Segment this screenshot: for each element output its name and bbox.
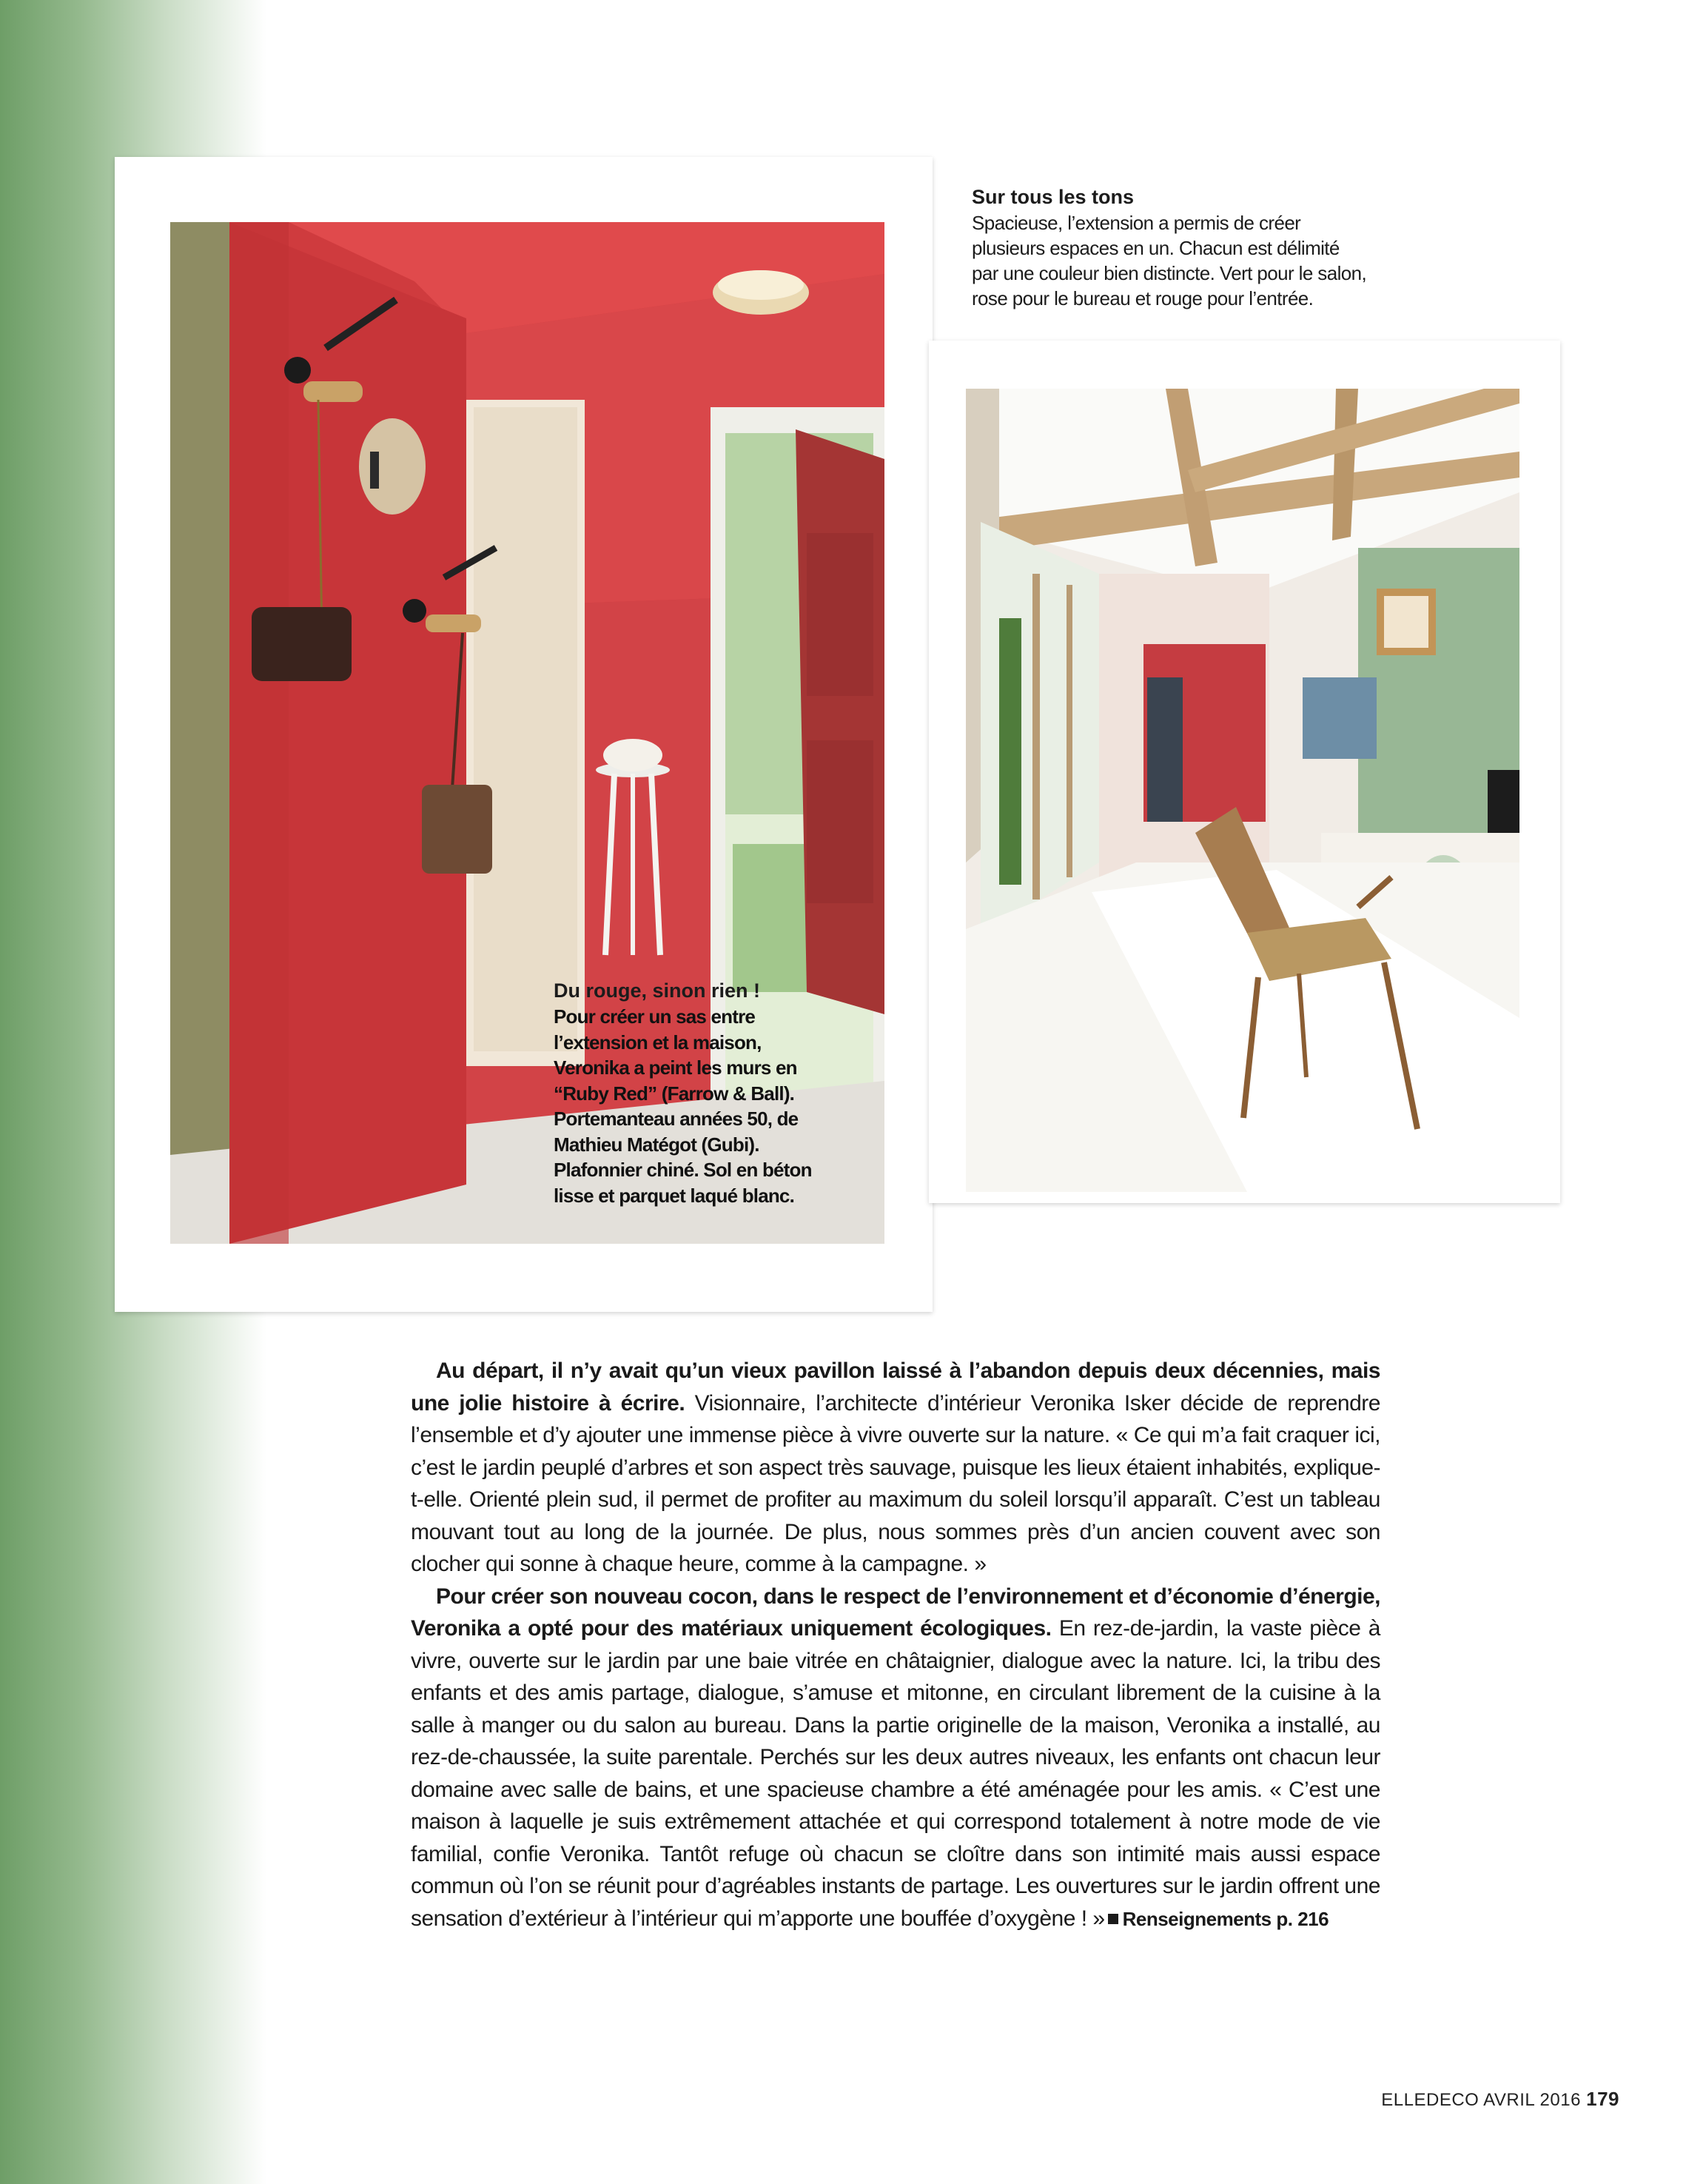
article-paragraph [411,1581,1380,1936]
article-body [411,1355,1380,1935]
lead-in-bold: Pour créer son nouveau cocon, dans le respect de l’environnement et d’économie d’énergie, Veronika a opté pour des matériaux uniquement écologiques. [411,1584,1380,1641]
caption-line: Portemanteau années 50, de [554,1108,799,1130]
caption-line: l’extension et la maison, [554,1031,762,1054]
caption-du-rouge [554,977,813,1208]
article-paragraph [411,1355,1380,1581]
paragraph-text: Visionnaire, l’architecte d’intérieur Veronika Isker décide de reprendre l’ensemble et d’y ajouter une immense pièce à vivre ouverte sur la nature. « Ce qui m’a fait craquer ici, c’est le jardin peuplé d’arbres et son aspect très sauvage, puisque les lieux étaient inhabités, explique-t-elle. Orienté plein sud, il permet de profiter au maximum du soleil lorsqu’il apparaît. C’est un tableau mouvant tout au long de la journée. De plus, nous sommes près d’un ancien couvent avec son clocher qui sonne à chaque heure, comme à la campagne. » [411,1390,1380,1576]
magazine-issue: ELLEDECO AVRIL 2016 [1381,2090,1581,2110]
caption-line: lisse et parquet laqué blanc. [554,1184,795,1207]
caption-line: Pour créer un sas entre [554,1005,756,1028]
caption-line: Spacieuse, l’extension a permis de créer [972,212,1301,234]
page-number: 179 [1586,2088,1619,2110]
caption-line: par une couleur bien distincte. Vert pour le salon, [972,262,1367,284]
page-folio [1381,2088,1619,2111]
caption-line: rose pour le bureau et rouge pour l’entrée. [972,287,1314,309]
caption-line: Veronika a peint les murs en [554,1056,797,1079]
living-room-illustration [966,389,1519,1192]
caption-line: “Ruby Red” (Farrow & Ball). [554,1082,795,1105]
caption-line: plusieurs espaces en un. Chacun est délimité [972,237,1340,259]
caption-sur-tous-les-tons [972,184,1416,311]
photo-living-room [966,389,1519,1192]
end-mark-square-icon [1108,1914,1118,1924]
caption-line: Plafonnier chiné. Sol en béton [554,1159,812,1181]
reference-note: Renseignements p. 216 [1122,1907,1329,1930]
caption-title: Du rouge, sinon rien ! [554,979,761,1002]
caption-line: Mathieu Matégot (Gubi). [554,1133,759,1156]
paragraph-text: En rez-de-jardin, la vaste pièce à vivre, ouverte sur le jardin par une baie vitrée en châtaignier, dialogue avec la nature. Ici, la tribu des enfants et des amis partage, dialogue, s’amuse et mitonne, en circulant librement de la cuisine à la salle à manger ou du salon au bureau. Dans la partie originelle de la maison, Veronika a installé, au rez-de-chaussée, la suite parentale. Perchés sur les deux autres niveaux, les enfants ont chacun leur domaine avec salle de bains, et une spacieuse chambre a été aménagée pour les amis. « C’est une maison à laquelle je suis extrêmement attachée et qui correspond totalement à notre mode de vie familial, confie Veronika. Tantôt refuge où chacun se cloître dans son intimité mais aussi espace commun où l’on se réunit pour d’agréables instants de partage. Les ouvertures sur le jardin offrent une sensation d’extérieur à l’intérieur qui m’apporte une bouffée d’oxygène ! » [411,1616,1380,1931]
caption-title: Sur tous les tons [972,186,1135,208]
lead-in-bold: Au départ, il n’y avait qu’un vieux pavillon laissé à l’abandon depuis deux décennies, mais une jolie histoire à écrire. [411,1359,1380,1416]
